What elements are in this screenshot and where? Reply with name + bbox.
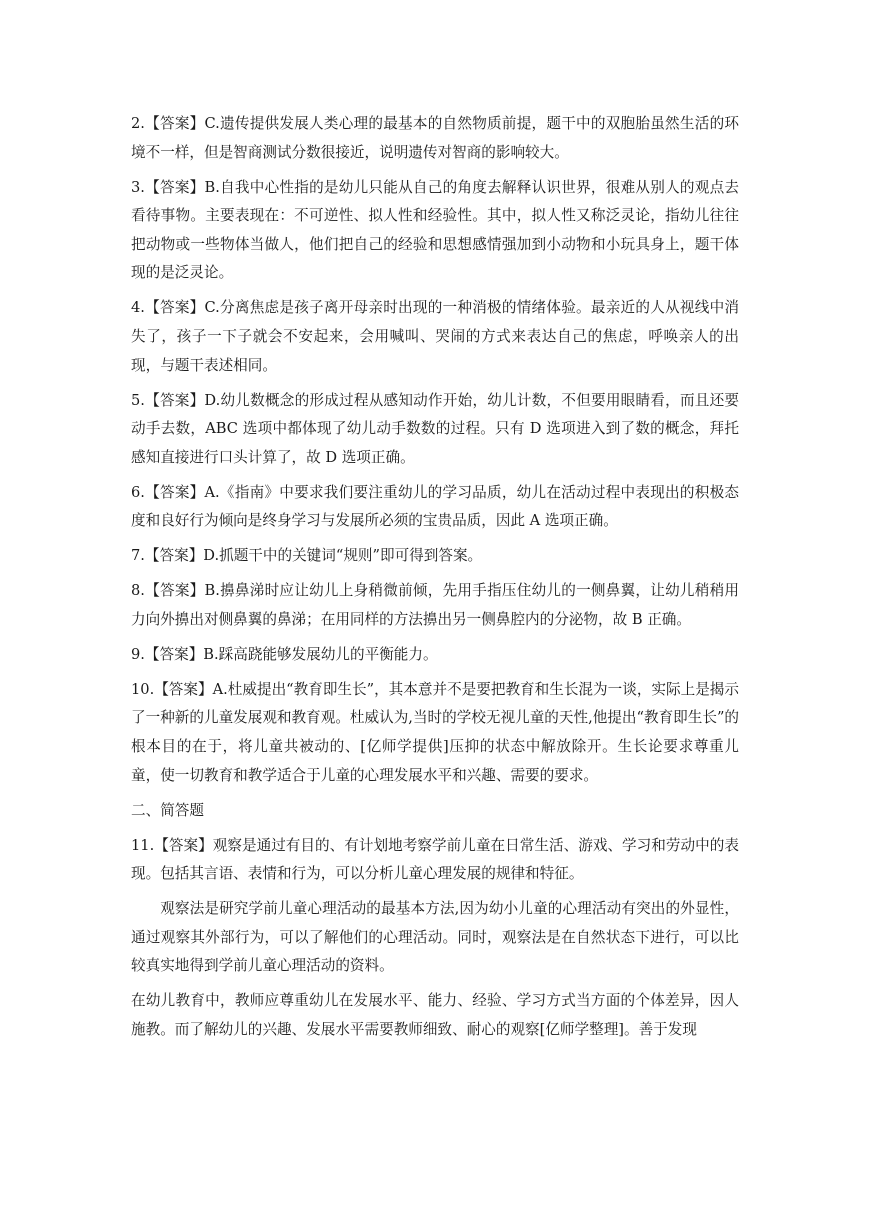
answer-item-7: 7.【答案】D.抓题干中的关键词“规则”即可得到答案。 xyxy=(131,547,483,565)
answer-item-11-part-3: 在幼儿教育中，教师应尊重幼儿在发展水平、能力、经验、学习方式当方面的个体差异，因人施教。而了解幼儿的兴趣、发展水平需要教师细致、耐心的观察[亿师学整理]。善于发现 xyxy=(131,992,739,1038)
answer-item-5: 5.【答案】D.幼儿数概念的形成过程从感知动作开始，幼儿计数，不但要用眼睛看，而且还要动手去数，ABC 选项中都体现了幼儿动手数数的过程。只有 D 选项进入到了数的概念，拜托感知直接进行口头计算了，故 D 选项正确。 xyxy=(131,391,739,466)
section-heading: 二、简答题 xyxy=(131,801,204,819)
answer-item-4: 4.【答案】C.分离焦虑是孩子离开母亲时出现的一种消极的情绪体验。最亲近的人从视线中消失了，孩子一下子就会不安起来，会用喊叫、哭闹的方式来表达自己的焦虑，呼唤亲人的出现，与题干表述相同。 xyxy=(131,299,739,374)
answer-key-body xyxy=(131,110,739,1051)
answer-item-8: 8.【答案】B.擤鼻涕时应让幼儿上身稍微前倾，先用手指压住幼儿的一侧鼻翼，让幼儿稍稍用力向外擤出对侧鼻翼的鼻涕；在用同样的方法擤出另一侧鼻腔内的分泌物，故 B 正确。 xyxy=(131,582,739,628)
answer-item-11-part-2: 观察法是研究学前儿童心理活动的最基本方法,因为幼小儿童的心理活动有突出的外显性，通过观察其外部行为，可以了解他们的心理活动。同时，观察法是在自然状态下进行，可以比较真实地得到学前儿童心理活动的资料。 xyxy=(131,900,739,975)
answer-item-10: 10.【答案】A.杜威提出“教育即生长”，其本意并不是要把教育和生长混为一谈，实际上是揭示了一种新的儿童发展观和教育观。杜威认为,当时的学校无视儿童的天性,他提出“教育即生长”的根本目的在于，将儿童共被动的、[亿师学提供]压抑的状态中解放除开。生长论要求尊重儿童，使一切教育和教学适合于儿童的心理发展水平和兴趣、需要的要求。 xyxy=(131,680,740,784)
answer-item-11-part-1: 11.【答案】观察是通过有目的、有计划地考察学前儿童在日常生活、游戏、学习和劳动中的表现。包括其言语、表情和行为，可以分析儿童心理发展的规律和特征。 xyxy=(131,836,739,883)
answer-item-9: 9.【答案】B.踩高跷能够发展幼儿的平衡能力。 xyxy=(131,645,438,663)
answer-item-3: 3.【答案】B.自我中心性指的是幼儿只能从自己的角度去解释认识世界，很难从别人的观点去看待事物。主要表现在：不可逆性、拟人性和经验性。其中，拟人性又称泛灵论，指幼儿往往把动物或一些物体当做人，他们把自己的经验和思想感情强加到小动物和小玩具身上，题干体现的是泛灵论。 xyxy=(131,178,739,282)
answer-item-6: 6.【答案】A.《指南》中要求我们要注重幼儿的学习品质，幼儿在活动过程中表现出的积极态度和良好行为倾向是终身学习与发展所必须的宝贵品质，因此 A 选项正确。 xyxy=(131,483,739,530)
answer-item-2: 2.【答案】C.遗传提供发展人类心理的最基本的自然物质前提，题干中的双胞胎虽然生活的环境不一样，但是智商测试分数很接近，说明遗传对智商的影响较大。 xyxy=(131,115,739,161)
